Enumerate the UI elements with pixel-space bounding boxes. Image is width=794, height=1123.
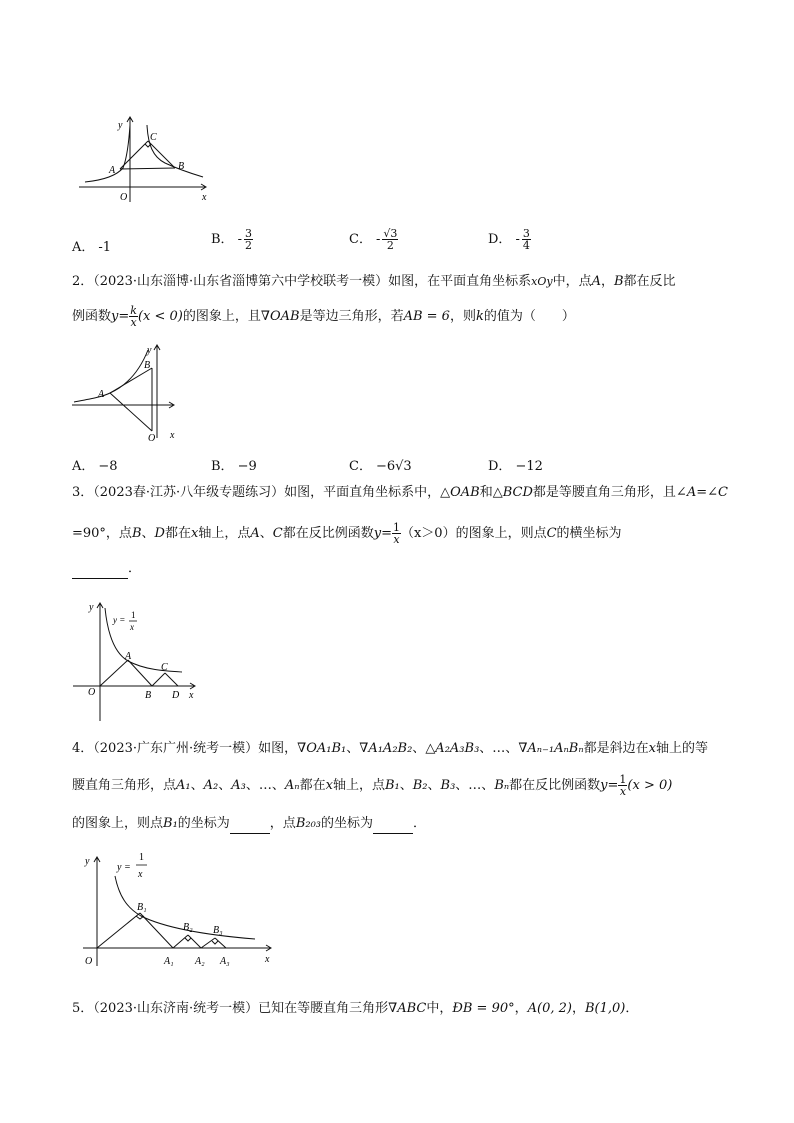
q3-point-c: C: [272, 526, 283, 541]
q3-line2-text-b: 都在: [164, 526, 191, 541]
q4-answer-blank-2[interactable]: [373, 815, 413, 834]
q1-option-c-num: √3: [383, 227, 398, 240]
q4-right-angle-2: [185, 938, 191, 941]
q4-line3: [72, 815, 426, 834]
q4-line-ob1: [97, 913, 140, 948]
q4-line2-text-a: 腰直角三角形，点: [72, 778, 177, 793]
q4-triangle-3: △A₂A₃B₃: [425, 741, 480, 756]
q3-label-b: B: [145, 690, 152, 701]
q4-line1-text-c: 轴上的等: [655, 741, 708, 756]
q4-b2: B₂: [412, 778, 428, 793]
q3-label-d: D: [172, 690, 180, 701]
q1-label-b: B: [178, 161, 185, 172]
q2-xoy: xOy: [531, 275, 553, 288]
q2-option-c-value: −6√3: [375, 459, 412, 474]
q5-line1: [72, 1000, 638, 1018]
q3-line-oa: [100, 660, 128, 686]
q2-func-k: k: [130, 304, 137, 317]
q1-option-a-value: -1: [98, 240, 112, 255]
q1-figure: [75, 110, 215, 205]
q1-option-a[interactable]: [72, 236, 111, 255]
q2-line1-text-a: 2．（2023·山东淄博·山东省淄博第六中学校联考一模）如图，在平面直角坐标系: [72, 274, 532, 289]
q3-line2-text-c: 轴上，点: [198, 526, 251, 541]
q4-sep-10: 、: [427, 778, 441, 793]
q2-line2-text-e: 的值为（ ）: [483, 309, 575, 324]
q4-an: Aₙ: [284, 778, 300, 793]
q4-line3-text-c: ，点: [269, 816, 296, 831]
q3-line1-text-a: 3．（2023春·江苏·八年级专题练习）如图，平面直角坐标系中，: [72, 485, 441, 500]
q2-line2-text-a: 例函数: [72, 309, 112, 324]
q3-sep1: 、: [141, 526, 155, 541]
q3-point-a: A: [250, 526, 260, 541]
q4-ellipsis-3: …: [468, 778, 482, 793]
q4-line2-text-c: 轴上，点: [332, 778, 385, 793]
q4-sep-4: 、: [505, 741, 519, 756]
q4-line1-text-a: 4．（2023·广东广州·统考一模）如图，: [72, 741, 298, 756]
q2-k: k: [475, 309, 484, 324]
q3-label-c: C: [161, 662, 168, 673]
q4-a3: A₃: [231, 778, 246, 793]
q1-option-d-den: 4: [522, 239, 530, 252]
q2-option-b-value: −9: [237, 459, 257, 474]
q4-line2-text-d: 都在反比例函数: [509, 778, 601, 793]
q3-triangle-oab: △OAB: [440, 485, 480, 500]
q1-right-angle: [145, 144, 151, 147]
q3-line2-text-f: 的横坐标为: [556, 526, 622, 541]
q3-label-x: x: [189, 690, 194, 701]
q2-line2-text-c: 是等边三角形，若: [299, 309, 404, 324]
q4-label-b2: B₂: [183, 922, 193, 933]
q2-label-o: O: [148, 433, 156, 444]
q3-func-cond: （x＞0）: [400, 526, 456, 541]
q5-text-a: 5．（2023·山东济南·统考一模）已知在等腰直角三角形: [72, 1001, 389, 1016]
q3-label-y: y: [89, 602, 94, 613]
q4-sep-12: 、: [481, 778, 495, 793]
q3-answer-line: [72, 560, 141, 579]
q4-sep-8: 、: [271, 778, 285, 793]
q1-option-c[interactable]: [349, 228, 398, 251]
q4-line-b2a2: [188, 935, 201, 948]
q3-line-ab: [128, 660, 152, 686]
q4-label-y: y: [85, 856, 90, 867]
q4-right-angle-1: [136, 916, 144, 919]
q4-bn: Bₙ: [494, 778, 510, 793]
q4-line3-text-b: 的坐标为: [177, 816, 230, 831]
q2-option-b-letter: B．: [211, 459, 234, 474]
q5-text-c: ，: [514, 1001, 528, 1016]
q2-comma: ，: [600, 274, 614, 289]
q4-func-cond: (x > 0): [627, 778, 673, 793]
q2-line2: [72, 305, 575, 328]
q3-line-cd: [165, 673, 178, 686]
q1-option-b-letter: B．: [211, 232, 234, 247]
q1-option-a-letter: A．: [72, 240, 95, 255]
q4-label-b1: B₁: [137, 902, 147, 913]
q4-line3-text-d: 的坐标为: [321, 816, 374, 831]
q3-angle-c: C: [718, 485, 728, 500]
q4-sep-1: 、: [346, 741, 360, 756]
q4-label-x: x: [265, 954, 270, 965]
q4-line2: [72, 774, 672, 797]
q4-end: ．: [413, 816, 427, 831]
q5-triangle: ∇ABC: [388, 1001, 427, 1016]
q5-text-e: ．: [625, 1001, 639, 1016]
q4-b3: B₃: [440, 778, 456, 793]
q4-figure: [75, 848, 285, 973]
q2-label-b: B: [144, 360, 151, 371]
q4-label-b3: B₃: [213, 925, 223, 936]
q3-angle-a: A: [686, 485, 697, 500]
q4-func-label-y: y =: [117, 862, 131, 873]
q4-line3-text-a: 的图象上，则点: [72, 816, 164, 831]
q3-func-eq: =: [381, 526, 392, 541]
q2-func-cond: (x < 0): [137, 309, 183, 324]
q3-line2: [72, 522, 622, 545]
q2-option-d[interactable]: [488, 455, 543, 474]
q1-option-d-sign: -: [515, 232, 520, 247]
q1-option-c-letter: C．: [349, 232, 372, 247]
q5-text-b: 中，: [426, 1001, 453, 1016]
q4-ellipsis-2: …: [258, 778, 272, 793]
q1-line-cb: [148, 141, 175, 168]
q1-option-c-sign: -: [375, 232, 381, 247]
q3-line1: [72, 484, 728, 502]
q2-option-d-value: −12: [515, 459, 543, 474]
q4-triangle-1: ∇OA₁B₁: [297, 741, 347, 756]
q2-option-a-value: −8: [98, 459, 118, 474]
q1-option-b-den: 2: [244, 239, 252, 252]
q4-axis-x-1: x: [648, 741, 656, 756]
q4-answer-blank-1[interactable]: [230, 815, 270, 834]
q1-label-x: x: [202, 192, 207, 203]
q3-line1-text-b: 和: [479, 485, 493, 500]
q2-line-ao: [110, 393, 152, 431]
q3-answer-blank[interactable]: [72, 560, 128, 579]
q1-line-ac: [120, 141, 148, 169]
q3-func-x: x: [393, 533, 400, 546]
q4-label-a2: A₂: [195, 956, 205, 967]
q1-label-y: y: [118, 120, 123, 131]
q2-option-c-letter: C．: [349, 459, 372, 474]
q2-line1: [72, 273, 676, 291]
q3-end: ．: [128, 561, 142, 576]
q2-label-x: x: [170, 430, 175, 441]
q2-point-b: B: [613, 274, 624, 289]
q5-angle: ÐB = 90°: [452, 1001, 515, 1016]
q3-label-o: O: [88, 687, 96, 698]
q1-option-d[interactable]: [488, 228, 531, 251]
q2-func-y: y: [111, 309, 119, 324]
q2-triangle: ∇OAB: [260, 309, 300, 324]
q3-line1-text-d: =∠: [696, 485, 719, 500]
q2-line1-text-b: 中，点: [552, 274, 592, 289]
q2-point-a: A: [591, 274, 601, 289]
q1-option-c-den: 2: [386, 239, 394, 252]
q5-point-b: B(1,0): [584, 1001, 626, 1016]
q4-sep-6: 、: [218, 778, 232, 793]
q4-sep-2: 、: [412, 741, 426, 756]
q4-b1-ref: B₁: [163, 816, 178, 831]
q4-triangle-n: ∇Aₙ₋₁AₙBₙ: [518, 741, 584, 756]
q1-option-d-num: 3: [522, 227, 530, 240]
q3-label-a: A: [125, 651, 132, 662]
q4-line-b1a1: [140, 913, 173, 948]
q2-line1-text-c: 都在反比: [623, 274, 676, 289]
q3-line-bc: [152, 673, 165, 686]
q1-line-ab: [120, 168, 175, 169]
q2-line2-text-b: 的图象上，且: [182, 309, 261, 324]
q1-option-b[interactable]: [211, 228, 253, 251]
q3-sep2: 、: [259, 526, 273, 541]
q2-option-b[interactable]: [211, 455, 257, 474]
q3-point-d: D: [154, 526, 165, 541]
q4-a1: A₁: [176, 778, 191, 793]
q4-func-label-den: x: [138, 869, 143, 880]
q3-point-b: B: [131, 526, 142, 541]
q4-b1: B₁: [384, 778, 400, 793]
q2-line-ab: [110, 368, 152, 393]
q3-func-label-y: y =: [113, 615, 126, 625]
q3-line2-text-a: =90°，点: [72, 526, 132, 541]
q4-ellipsis-1: …: [492, 741, 506, 756]
q4-func-eq: =: [607, 778, 619, 793]
q1-curve-left: [85, 125, 130, 182]
q4-a2: A₂: [203, 778, 219, 793]
q3-line2-text-d: 都在反比例函数: [282, 526, 374, 541]
q4-triangle-2: ∇A₁A₂B₂: [359, 741, 413, 756]
q5-point-a: A(0, 2): [527, 1001, 572, 1016]
q1-label-c: C: [150, 132, 157, 143]
q3-figure: [70, 596, 205, 726]
q3-line2-text-e: 的图象上，则点: [455, 526, 547, 541]
q4-label-a3: A₃: [220, 956, 230, 967]
q4-label-o: O: [85, 956, 93, 967]
q4-line1-text-b: 都是斜边在: [583, 741, 649, 756]
q4-line2-text-b: 都在: [299, 778, 326, 793]
q2-label-a: A: [98, 389, 105, 400]
q4-line-a2b3: [201, 938, 215, 948]
q2-label-y: y: [147, 345, 152, 356]
q2-func-eq: =: [118, 309, 130, 324]
q5-text-d: ，: [571, 1001, 585, 1016]
q1-label-o: O: [120, 192, 128, 203]
q3-point-c2: C: [546, 526, 557, 541]
q2-option-c[interactable]: [349, 455, 412, 474]
q4-func-label-num: 1: [139, 852, 144, 863]
q4-sep-5: 、: [190, 778, 204, 793]
q1-label-a: A: [109, 165, 116, 176]
q2-line2-text-d: ，则: [449, 309, 476, 324]
q4-sep-3: 、: [479, 741, 493, 756]
q1-option-b-num: 3: [244, 227, 252, 240]
q4-func-y: y: [600, 778, 608, 793]
q3-func-label-num: 1: [131, 610, 136, 620]
q4-right-angle-3: [212, 941, 218, 944]
q3-func-label-den: x: [130, 622, 134, 632]
q1-option-d-letter: D．: [488, 232, 512, 247]
q3-axis-x: x: [190, 526, 199, 541]
q3-func-y: y: [373, 526, 382, 541]
q3-triangle-bcd: △BCD: [492, 485, 533, 500]
q4-b203: B₂₀₃: [295, 816, 321, 831]
q4-label-a1: A₁: [164, 956, 174, 967]
q4-sep-11: 、: [455, 778, 469, 793]
q2-figure: [70, 340, 190, 445]
q4-func-x: x: [619, 785, 627, 798]
q2-func-x: x: [130, 316, 137, 329]
q4-sep-9: 、: [399, 778, 413, 793]
q4-line-a1b2: [173, 935, 188, 948]
q1-option-b-sign: -: [237, 232, 242, 247]
q4-line1: [72, 740, 708, 758]
q2-option-a[interactable]: [72, 455, 118, 474]
q3-func-num: 1: [392, 521, 400, 534]
q2-option-a-letter: A．: [72, 459, 95, 474]
q4-axis-x-2: x: [325, 778, 333, 793]
q4-func-num: 1: [619, 773, 627, 786]
q2-option-d-letter: D．: [488, 459, 512, 474]
q3-line1-text-c: 都是等腰直角三角形，且∠: [532, 485, 687, 500]
q4-sep-7: 、: [245, 778, 259, 793]
q2-ab-eq: AB = 6: [403, 309, 450, 324]
